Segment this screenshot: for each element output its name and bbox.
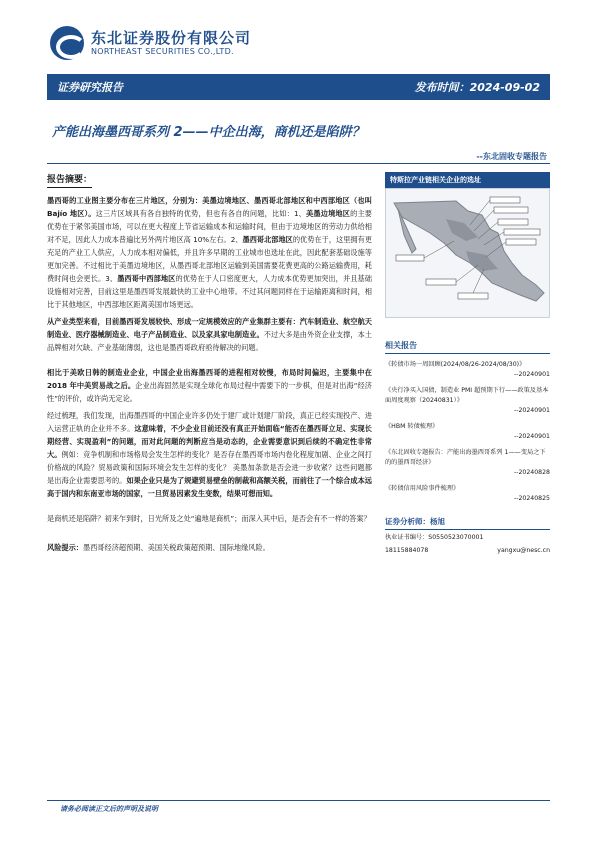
company-logo xyxy=(50,26,251,60)
analyst-email[interactable]: yangxu@nesc.cn xyxy=(497,547,550,554)
related-item[interactable]: 《HBM 转债梳理》 --20240901 xyxy=(385,423,550,440)
location-map xyxy=(385,188,550,318)
related-list xyxy=(385,360,550,504)
analyst-cert: 执业证书编号：S0550523070001 xyxy=(385,534,484,541)
title-divider xyxy=(47,163,550,164)
header-bar xyxy=(47,74,550,100)
analyst-heading: 证券分析师：杨旭 xyxy=(385,516,550,530)
summary-heading: 报告摘要： xyxy=(47,172,92,188)
footer-disclaimer: 请务必阅读正文后的声明及说明 xyxy=(60,805,158,813)
footer-divider xyxy=(47,800,550,801)
related-item[interactable]: 《转债信用风险事件梳理》 --20240825 xyxy=(385,485,550,502)
related-item[interactable]: 《转债市场一周回顾(2024/08/26-2024/08/30)》 --20240901 xyxy=(385,361,550,378)
map-title: 特斯拉产业链相关企业的选址 xyxy=(385,172,550,188)
report-title: 产能出海墨西哥系列 2——中企出海，商机还是陷阱？ xyxy=(52,125,365,140)
related-reports-heading: 相关报告 xyxy=(385,340,550,354)
related-item[interactable]: 《央行净买入国债，制造业 PMI 超预期下行——政策及基本面周度观察（20240831）》 --20240901 xyxy=(385,387,550,414)
summary-paragraph-1: 墨西哥的工业图主要分布在三片地区，分别为：美墨边境地区、墨西哥北部地区和中西部地区（也叫 Bajío 地区）。这三片区域具有各自独特的优势，但也有各自的问题，比如：1、美墨边境地区的主要优势在于紧邻美国市场，可以在更大程度上节省运输成本和运输时间，但由于边境地区的劳动力供给相对不足，因此人力成本普遍比另外两片地区高 10%左右。2、墨西哥北部地区的优势在于，这里拥有更充足的产业工人供应，人力成本相对偏低，并且许多早期的工业城市也选址在此，因此配套基础设施等更加完善。不过相比于美墨边境地区，从墨西哥北部地区运输到美国需要花费更高的公路运输费用，耗费时间也会更长。3、墨西哥中西部地区的优势在于人口密度更大，人力成本优势更加突出，并且基础设施相对完善，目前这里是墨西哥发展最快的工业中心地带。不过其问题同样在于运输距离和时间，相比于其他地区，中西部地区距离美国市场更远。 xyxy=(47,196,372,309)
related-item[interactable]: 《东北固收专题报告：产能出海墨西哥系列 1——变局之下的的墨西哥经济》 --20240828 xyxy=(385,449,550,476)
report-subtitle: --东北固收专题报告 xyxy=(476,152,547,161)
mexico-map-image xyxy=(386,189,550,318)
analyst-phone: 18115884078 xyxy=(385,547,429,554)
report-type: 证券研究报告 xyxy=(57,81,123,94)
company-name-en: NORTHEAST SECURITIES CO.,LTD. xyxy=(91,47,234,57)
analyst-contact xyxy=(385,546,550,556)
risk-warning: 风险提示：墨西哥经济超预期、美国关税政策超预期、国际地缘风险。 xyxy=(47,543,270,552)
summary-paragraph-5: 是商机还是陷阱？初来乍到时，日光所及之处“遍地是商机”；而深入其中后，是否会有不一样的答案？ xyxy=(47,514,371,523)
summary-paragraph-4: 经过梳理，我们发现，出海墨西哥的中国企业许多仍处于建厂或计划建厂阶段，真正已经实现投产、进入运营正轨的企业并不多。这意味着，不少企业目前还没有真正开始面临“能否在墨西哥立足、实现长期经营、实现盈利”的问题，而对此问题的判断应当是动态的，企业需要意识到后续的不确定性非常大。例如：竞争机制和市场格局会发生怎样的变化？是否存在墨西哥市场内卷化程度加剧、企业之间打价格战的风险？贸易政策和国际环境会发生怎样的变化？ 美墨加条款是否会进一步收紧？这些问题都是出海企业需要思考的。如果企业只是为了规避贸易壁垒的制裁和高额关税，而前往了一个综合成本远高于国内和东南亚市场的国家，一旦贸易因素发生变数，结果可想而知。 xyxy=(47,411,372,498)
company-name-cn: 东北证券股份有限公司 xyxy=(91,28,252,47)
sidebar xyxy=(385,172,550,556)
summary-paragraph-3: 相比于美欧日韩的制造业企业，中国企业出海墨西哥的进程相对较慢，布局时间偏迟，主要集中在 2018 年中美贸易战之后。企业出海固然是实现全球化布局过程中需要下的一步棋，但是对出海“经济性”的评价，或许尚无定论。 xyxy=(47,368,372,403)
logo-icon xyxy=(50,26,84,60)
publish-date: 发布时间：2024-09-02 xyxy=(414,81,540,94)
summary-column xyxy=(47,167,372,554)
summary-paragraph-2: 从产业类型来看，目前墨西哥发展较快、形成一定规模效应的产业集群主要有：汽车制造业、航空航天制造业、医疗器械制造业、电子产品制造业、以及家具家电制造业。不过大多是由外资企业支撑，本土品牌相对欠缺、产业基础薄弱，这也是墨西哥政府亟待解决的问题。 xyxy=(47,317,372,352)
